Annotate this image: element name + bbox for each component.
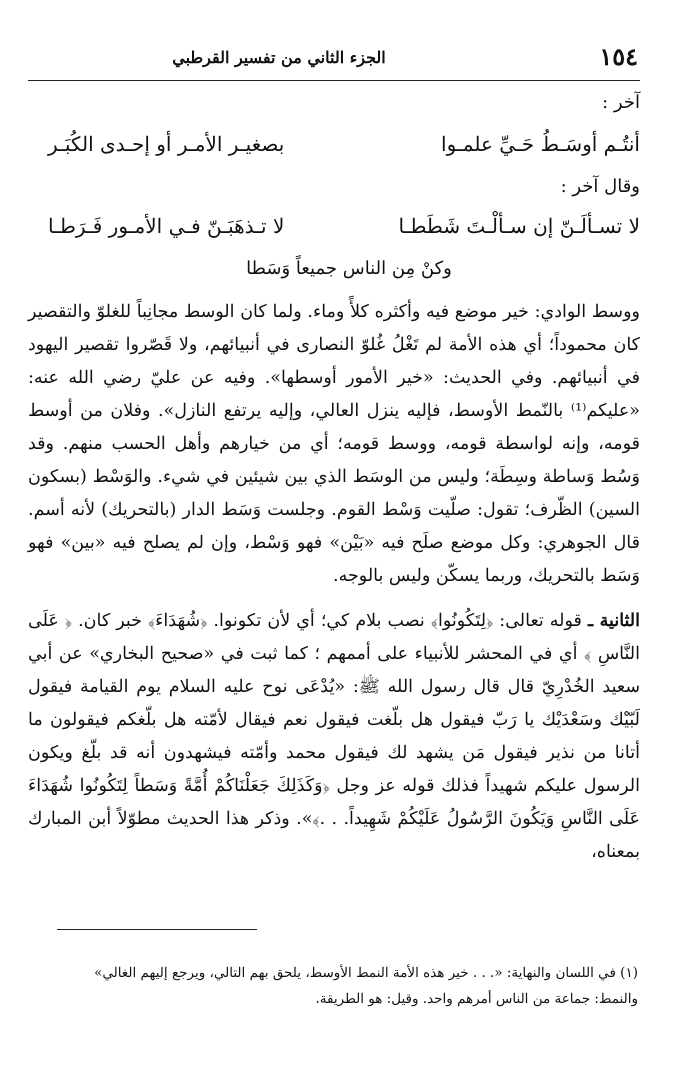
- page-number: ١٥٤: [599, 42, 638, 71]
- poem1-left-hemistich: بصغيـر الأمـر أو إحـدى الكُبَـر: [48, 132, 285, 156]
- footnote-line-1: (١) في اللسان والنهاية: «. . . خير هذه الأمة النمط الأوسط، يلحق بهم التالي، ويرجع إليهم الغالي»: [94, 965, 638, 981]
- main-text: [28, 296, 640, 869]
- paragraph-1: ووسط الوادي: خير موضع فيه وأكثره كلأً وماء. ولما كان الوسط مجانِباً للغلوّ والتقصير كان محموداً؛ أي هذه الأمة لم تَغْلُ غُلوّ النصارى في أنبيائهم، ولا قَصّروا تقصير اليهود في أنبيائهم. وفي الحديث: «خير الأمور أوسطها». وفيه عن عليّ رضي الله عنه: «عليكم⁽¹⁾ بالنّمط الأوسط، فإليه ينزل العالي، وإليه يرتفع النازل». وفلان من أوسط قومه، وإنه لواسطة قومه، ووسط قومه؛ أي من خيارهم وأهل الحسب منهم. وقد وَسُط وَساطة وسِطَة؛ وليس من الوسَط الذي بين شيئين في شيء. والوَسْط (بسكون السين) الظّرف؛ تقول: صلّيت وَسْط القوم. وجلست وَسَط الدار (بالتحريك) لأنه أسم. قال الجوهري: وكل موضع صلَح فيه «بَيْن» فهو وَسْط، وإن لم يصلح فيه «بين» فهو وَسَط بالتحريك، وربما يسكّن وليس بالوجه.: [28, 302, 640, 586]
- header-rule: [28, 80, 640, 81]
- poem2-intro: وقال آخر :: [560, 176, 640, 197]
- poem1-intro: آخر :: [602, 92, 640, 113]
- footnote-line-2: والنمط: جماعة من الناس أمرهم واحد. وقيل: هو الطريقة.: [315, 991, 638, 1007]
- paragraph-2: [28, 605, 640, 869]
- paragraph-2-text: قوله تعالى: ﴿لِتَكُونُوا﴾ نصب بلام كي؛ أي لأن تكونوا. ﴿شُهَدَاءَ﴾ خبر كان. ﴿ عَلَى النَّاسِ ﴾ أي في المحشر للأنبياء على أممهم ؛ كما ثبت في «صحيح البخاري» عن أبي سعيد الخُدْرِيّ قال قال رسول الله ﷺ: «يُدْعَى نوح عليه السلام يوم القيامة فيقول لَبّيْك وسَعْدَيْك يا رَبّ فيقول هل بلّغت فيقول نعم فيقال لأمّته هل بلّغكم فيقولون ما أتانا من نذير فيقول مَن يشهد لك فيقول محمد وأمّته فيشهدون أنه قد بلّغ ويكون الرسول عليكم شهيداً فذلك قوله عز وجل ﴿وَكَذَلِكَ جَعَلْنَاكُمْ أُمَّةً وَسَطاً لِتَكُونُوا شُهَدَاءَ عَلَى النَّاسِ وَيَكُونَ الرَّسُولُ عَلَيْكُمْ شَهِيداً. . .﴾». وذكر هذا الحديث مطوّلاً أبن المبارك بمعناه،: [28, 611, 640, 862]
- poem2-centered-line: وكنْ مِن الناس جميعاً وَسَطا: [246, 258, 452, 279]
- footnote: [28, 960, 638, 1012]
- page-header: [30, 40, 638, 80]
- poem2-left-hemistich: لا تـذهَبَـنّ فـي الأمـور فَـرَطـا: [48, 214, 285, 238]
- poem2-verse: [48, 214, 640, 254]
- poem1-verse: [48, 132, 640, 172]
- footnote-rule: [57, 929, 257, 930]
- running-title: الجزء الثاني من تفسير القرطبي: [172, 48, 386, 67]
- poem2-right-hemistich: لا تسـألَـنّ إن سـألْـتَ شَطَطـا: [398, 214, 640, 238]
- paragraph-2-lead: الثانية ـ: [587, 611, 641, 631]
- poem1-right-hemistich: أنتُـم أوسَـطُ حَـيِّ علمـوا: [441, 132, 640, 156]
